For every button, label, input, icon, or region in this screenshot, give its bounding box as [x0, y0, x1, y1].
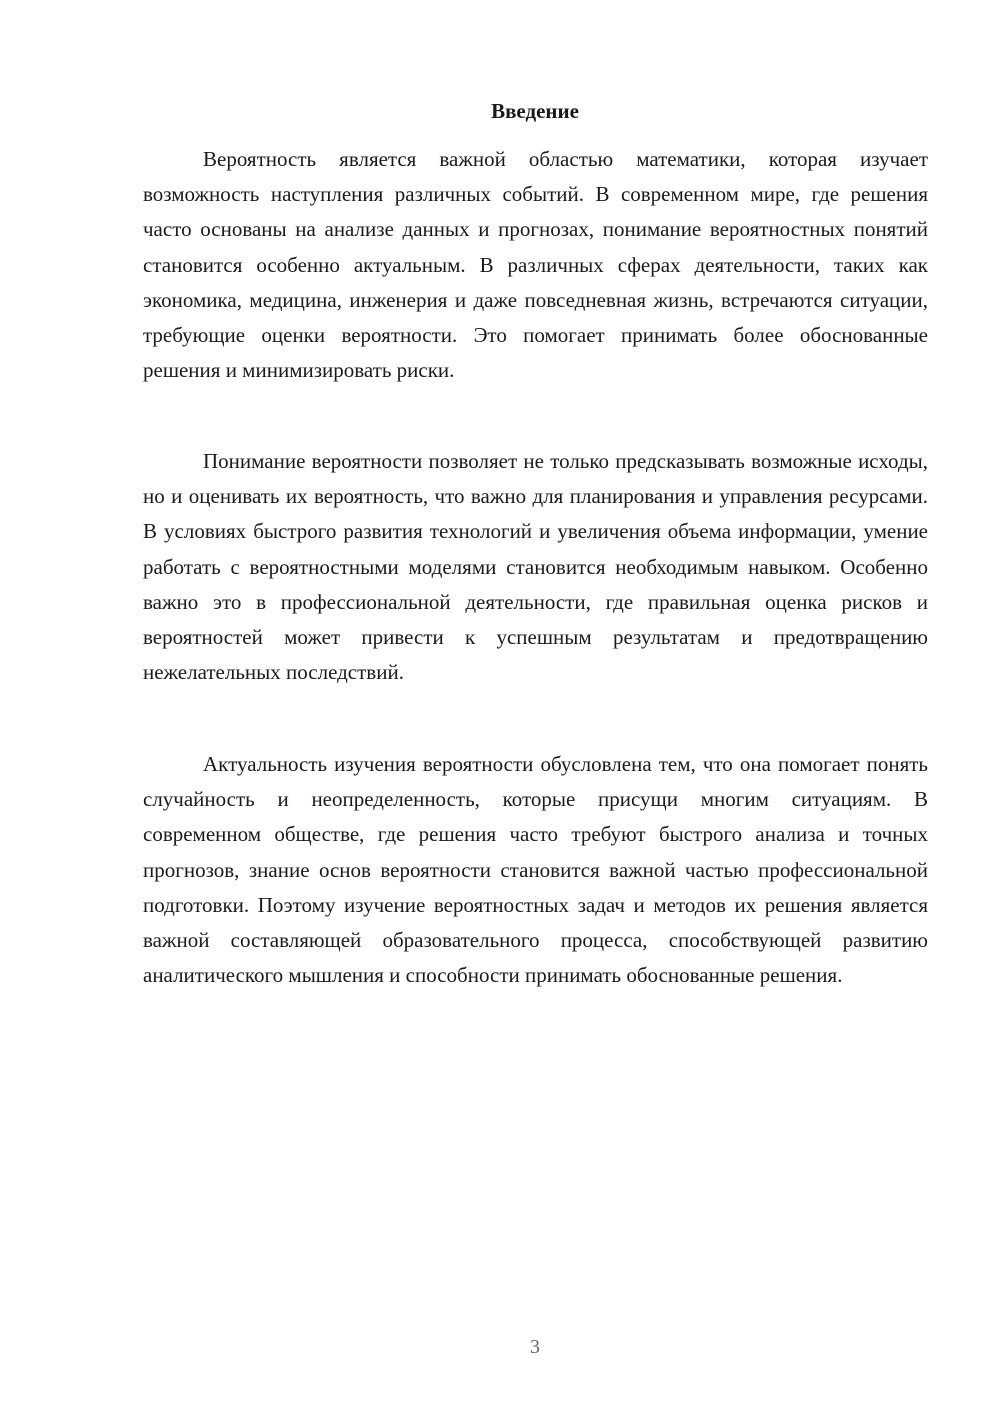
page-number: 3	[530, 1336, 540, 1358]
paragraph-1: Вероятность является важной областью математики, которая изучает возможность наступления различных событий. В современном мире, где решения часто основаны на анализе данных и прогнозах, понимание вероятностных понятий становится особенно актуальным. В различных сферах деятельности, таких как экономика, медицина, инженерия и даже повседневная жизнь, встречаются ситуации, требующие оценки вероятности. Это помогает принимать более обоснованные решения и минимизировать риски.	[143, 147, 928, 383]
paragraph-2: Понимание вероятности позволяет не только предсказывать возможные исходы, но и оценивать их вероятность, что важно для планирования и управления ресурсами. В условиях быстрого развития технологий и увеличения объема информации, умение работать с вероятностными моделями становится необходимым навыком. Особенно важно это в профессиональной деятельности, где правильная оценка рисков и вероятностей может привести к успешным результатам и предотвращению нежелательных последствий.	[143, 449, 928, 685]
section-heading: Введение	[491, 99, 579, 123]
paragraph-3: Актуальность изучения вероятности обусловлена тем, что она помогает понять случайность и неопределенность, которые присущи многим ситуациям. В современном обществе, где решения часто требуют быстрого анализа и точных прогнозов, знание основ вероятности становится важной частью профессиональной подготовки. Поэтому изучение вероятностных задач и методов их решения является важной составляющей образовательного процесса, способствующей развитию аналитического мышления и способности принимать обоснованные решения.	[143, 752, 928, 988]
